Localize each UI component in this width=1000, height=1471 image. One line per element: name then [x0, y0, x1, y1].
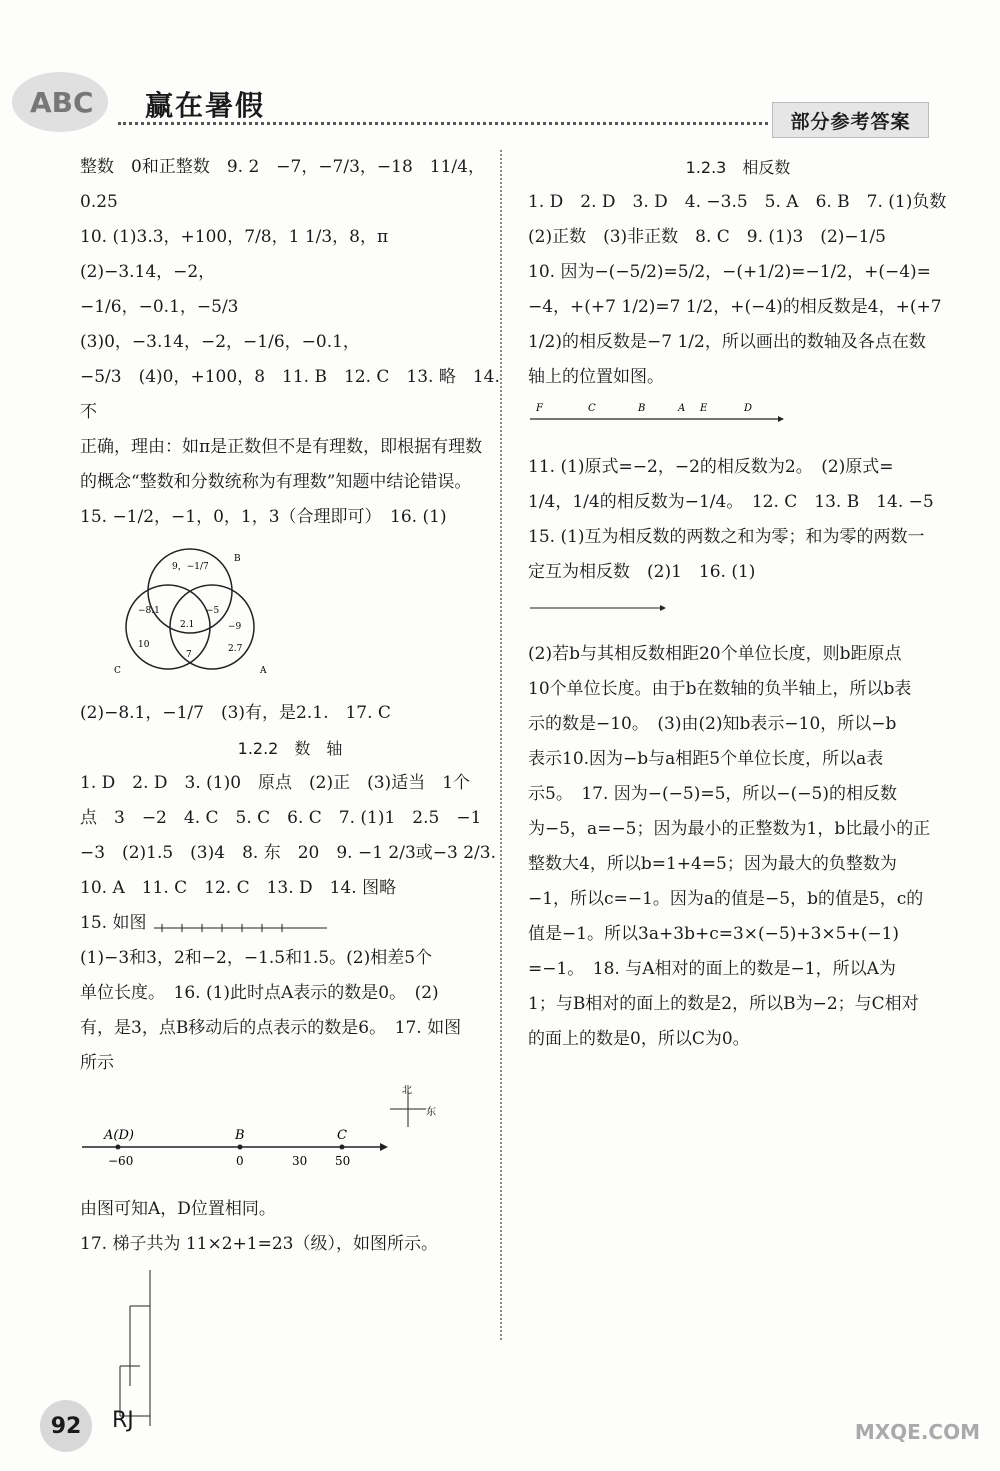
- text-line: 点 3 −2 4. C 5. C 6. C 7. (1)1 2.5 −1: [80, 808, 482, 828]
- venn-value: 10: [138, 640, 150, 650]
- venn-value: 9，−1/7: [172, 562, 209, 572]
- edition-label: RJ: [112, 1408, 134, 1433]
- point-a-label: A: [678, 403, 686, 414]
- number-line-q10: [528, 399, 948, 446]
- text-line: 10. 因为−(−5/2)=5/2，−(+1/2)=−1/2，+(−4)=: [528, 262, 931, 282]
- text-line: 整数大4，所以b=1+4=5；因为最大的负整数为: [528, 854, 897, 874]
- venn-value: −5: [206, 606, 220, 616]
- text-line: 所示: [80, 1053, 114, 1073]
- text-line: 15. −1/2，−1，0，1，3（合理即可） 16. (1): [80, 507, 447, 527]
- text-line: −1，所以c=−1。因为a的值是−5，b的值是5，c的: [528, 889, 924, 909]
- text-line: 1/4，1/4的相反数为−1/4。 12. C 13. B 14. −5: [528, 492, 934, 512]
- text-line: (2)若b与其相反数相距20个单位长度，则b距原点: [528, 644, 902, 664]
- text-line: 10个单位长度。由于b在数轴的负半轴上，所以b表: [528, 679, 912, 699]
- point-c-label: C: [337, 1128, 347, 1143]
- text-line: 表示10.因为−b与a相距5个单位长度，所以a表: [528, 749, 884, 769]
- text-line: (2)−8.1，−1/7 (3)有，是2.1. 17. C: [80, 703, 391, 723]
- text-line: (2)正数 (3)非正数 8. C 9. (1)3 (2)−1/5: [528, 227, 886, 247]
- text-line: 1. D 2. D 3. (1)0 原点 (2)正 (3)适当 1个: [80, 773, 471, 793]
- point-c-label: C: [588, 403, 596, 414]
- right-column: [528, 150, 948, 1057]
- ladder-figure: [80, 1266, 500, 1449]
- section-label: 部分参考答案: [772, 102, 929, 138]
- text-line: 为−5，a=−5；因为最小的正整数为1，b比最小的正: [528, 819, 931, 839]
- point-a-label: A(D): [104, 1128, 134, 1143]
- header-divider: [118, 122, 768, 125]
- page-number: 92: [40, 1400, 92, 1452]
- text-line: 的面上的数是0，所以C为0。: [528, 1029, 750, 1049]
- logo-text: ABC: [30, 86, 94, 119]
- text-line: 的概念“整数和分数统称为有理数”知题中结论错误。: [80, 472, 472, 492]
- text-line: 正确，理由：如π是正数但不是有理数，即根据有理数: [80, 437, 483, 457]
- text-line: [80, 906, 500, 941]
- text-line: 10. (1)3.3，+100，7/8，1 1/3，8，π (2)−3.14，−2，: [80, 227, 406, 282]
- text-line: 1；与B相对的面上的数是2，所以B为−2；与C相对: [528, 994, 919, 1014]
- venn-label-a: A: [260, 666, 267, 676]
- text-line: 10. A 11. C 12. C 13. D 14. 图略: [80, 878, 397, 898]
- direction-number-line: [80, 1085, 500, 1188]
- text-line: 有，是3，点B移动后的点表示的数是6。 17. 如图: [80, 1018, 462, 1038]
- venn-value: 2.1: [180, 620, 195, 630]
- text-line: 轴上的位置如图。: [528, 367, 664, 387]
- venn-value: −9: [228, 622, 242, 632]
- text-line: 17. 梯子共为 11×2+1=23（级），如图所示。: [80, 1234, 438, 1254]
- tick-label: 50: [335, 1154, 351, 1168]
- text-line: 15. (1)互为相反数的两数之和为零；和为零的两数一: [528, 527, 925, 547]
- tick-label: 30: [292, 1154, 308, 1168]
- section-heading: 1.2.3 相反数: [685, 158, 791, 177]
- left-column: [80, 150, 500, 1453]
- venn-label-b: B: [234, 554, 241, 564]
- tick-label: −60: [108, 1154, 134, 1168]
- north-label: 北: [402, 1085, 412, 1096]
- venn-diagram: [80, 539, 500, 692]
- east-label: 东: [426, 1107, 436, 1118]
- q15-label: 15. 如图: [80, 913, 147, 933]
- text-line: =−1。 18. 与A相对的面上的数是−1，所以A为: [528, 959, 896, 979]
- text-line: −3 (2)1.5 (3)4 8. 东 20 9. −1 2/3或−3 2/3.: [80, 843, 497, 863]
- text-line: −5/3 (4)0，+100，8 11. B 12. C 13. 略 14. 不: [80, 367, 500, 422]
- text-line: 单位长度。 16. (1)此时点A表示的数是0。 (2): [80, 983, 439, 1003]
- text-line: 整数 0和正整数 9. 2 −7，−7/3，−18 11/4，0.25: [80, 157, 485, 212]
- number-line-q16: [528, 594, 948, 633]
- column-divider: [500, 150, 502, 1340]
- text-line: 定互为相反数 (2)1 16. (1): [528, 562, 756, 582]
- watermark: MXQE.COM: [854, 1420, 980, 1444]
- text-line: 1. D 2. D 3. D 4. −3.5 5. A 6. B 7. (1)负数: [528, 192, 947, 212]
- section-heading: 1.2.2 数 轴: [237, 739, 343, 758]
- text-line: 值是−1。所以3a+3b+c=3×(−5)+3×5+(−1): [528, 924, 900, 944]
- venn-value: 7: [186, 650, 192, 660]
- logo: [10, 62, 120, 142]
- venn-label-c: C: [114, 666, 121, 676]
- text-line: −4，+(+7 1/2)=7 1/2，+(−4)的相反数是4，+(+7: [528, 297, 942, 317]
- point-b-label: B: [638, 403, 646, 414]
- text-line: 示的数是−10。 (3)由(2)知b表示−10，所以−b: [528, 714, 897, 734]
- text-line: 示5。 17. 因为−(−5)=5，所以−(−5)的相反数: [528, 784, 897, 804]
- tick-label: 0: [236, 1154, 244, 1168]
- text-line: (1)−3和3，2和−2，−1.5和1.5。(2)相差5个: [80, 948, 433, 968]
- text-line: 11. (1)原式=−2，−2的相反数为2。 (2)原式=: [528, 457, 894, 477]
- text-line: 由图可知A，D位置相同。: [80, 1199, 276, 1219]
- text-line: −1/6，−0.1，−5/3 (3)0，−3.14，−2，−1/6，−0.1，: [80, 297, 360, 352]
- text-line: 1/2)的相反数是−7 1/2，所以画出的数轴及各点在数: [528, 332, 926, 352]
- point-e-label: E: [700, 403, 708, 414]
- book-title: 赢在暑假: [145, 89, 266, 122]
- point-d-label: D: [744, 403, 753, 414]
- venn-value: −8.1: [138, 606, 160, 616]
- venn-value: 2.7: [228, 644, 243, 654]
- point-b-label: B: [235, 1128, 245, 1143]
- number-line-q15: [152, 912, 332, 936]
- point-f-label: F: [536, 403, 543, 414]
